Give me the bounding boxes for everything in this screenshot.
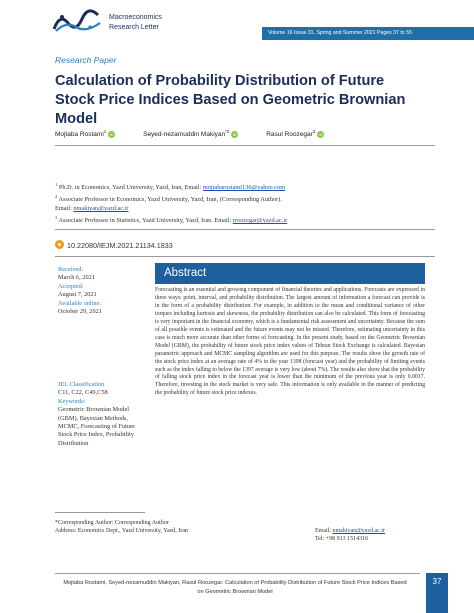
affiliation-sup: 3	[55, 215, 58, 221]
jel-label: JEL Classification	[58, 381, 105, 388]
accepted-label: Accepted:	[58, 282, 84, 290]
email-link[interactable]: mojtabarostami136@yahoo.com	[202, 184, 286, 192]
volume-info-bar: Volume 16 Issue 31, Spring and Summer 2021 Pages 37 to 55	[262, 27, 474, 40]
footnote-divider	[55, 512, 145, 513]
article-keywords	[58, 381, 150, 448]
affiliation-2	[55, 192, 445, 204]
keywords-value: Geometric Brownian Model (GBM), Bayesian Methods, MCMC, Forecasting of Future Stock Price Index, Probability Distribution	[58, 406, 135, 447]
email-link[interactable]: nmakiyan@yazd.ac.ir	[332, 528, 386, 534]
affiliations	[55, 180, 445, 225]
journal-name-line2: Research Letter	[109, 24, 159, 31]
author-sup: *2	[225, 129, 230, 134]
email-prefix: Email:	[315, 528, 333, 534]
journal-logo	[52, 9, 104, 35]
accepted-value: August 7, 2021	[58, 291, 97, 299]
divider	[55, 145, 435, 146]
footnote-contact	[315, 527, 435, 543]
available-label: Available online:	[58, 299, 102, 307]
divider	[55, 573, 420, 574]
corresponding-footnote	[55, 519, 435, 543]
article-type: Research Paper	[55, 55, 117, 65]
abstract-heading: Abstract	[155, 263, 425, 284]
page-footer	[0, 573, 474, 613]
author-list	[55, 129, 455, 138]
author-name: Mojtaba Rostami	[55, 131, 104, 139]
journal-header	[0, 0, 474, 44]
footnote-address: Address: Economics Dept., Yazd University, Yazd, Iran	[55, 528, 188, 534]
affiliation-3	[55, 213, 445, 225]
author-1	[55, 131, 115, 138]
affiliation-sup: 1	[55, 182, 58, 187]
affiliation-text: Associate Professor in Statistics, Yazd University, Yazd, Iran. Email:	[58, 217, 233, 225]
footnote-email-row	[315, 527, 435, 535]
email-link[interactable]: rroozegar@yazd.ac.ir	[232, 217, 288, 225]
affiliation-text: Ph.D. in Economics, Yazd University, Yazd, Iran, Email:	[58, 184, 203, 192]
orcid-icon[interactable]: iD	[233, 131, 237, 137]
author-name: Rasul Roozegar	[266, 131, 313, 139]
abstract-text: Forecasting is an essential and growing component of financial theories and applications. Forecasts are expressed in three ways: point, interval, and probability distribution. The largest amount of information a forecast can provide is in the form of a probability distribution. For example, in addition to the mean and conditional variance of other torques including kurtosis and skewness, the probability distribution can also be calculated. This form of forecasting is very important in the financial economy, which is a fundamental risk assessment and uncertainty. Because the sum of all possible events is estimated and the future events may not be missed. Therefore, estimating uncertainty in this case is much more accurate than other forms of forecasting. In the present study, based on the Geometric Brownian Model (GBM), the probability of future stock price index values of Tehran Stock Exchange is calculated. Bayesian parametric approach and MCMC sampling algorithm are used for this purpose. The results show the growth rate of the stock price index at an average rate of 4% in the year 1398 (forecast year) and the probability of limiting events such as the index falling to below the 1397 average is very low (about 7%). The results also show that the probability of falling stock price index in the forecast year is lower than the minimum of the previous year is only 0.0017. Therefore, investing in the stock market is very safe. This information is only available in the manner of predicting the probability of future stock price indexes.	[155, 287, 425, 397]
affiliation-1	[55, 180, 445, 192]
jel-value: C11, C22, C49,C58	[58, 389, 108, 397]
keywords-label: Keywords:	[58, 397, 86, 405]
affiliation-text: Associate Professor in Economics, Yazd University, Yazd, Iran, (Corresponding Author).	[58, 196, 282, 204]
received-label: Received:	[58, 266, 84, 273]
footer-citation: Mojtaba Rostami, Seyed-nezamuddin Makiyan, Rasul Roozegar. Calculation of Probability Distribution of Future Stock Price Indices Based on Geometric Brownian Model	[63, 580, 407, 595]
page-number: 37	[426, 573, 448, 613]
journal-name	[109, 13, 162, 33]
email-prefix: Email:	[55, 205, 74, 213]
author-name: Seyed-nezamuddin Makiyan	[143, 131, 226, 139]
author-2	[143, 131, 238, 138]
orcid-icon[interactable]: iD	[109, 131, 114, 137]
available-value: October 29, 2021	[58, 308, 102, 316]
footnote-tel: Tel: +98 913 1514316	[315, 536, 369, 542]
author-3	[266, 131, 324, 138]
affiliation-sup: 2	[55, 194, 58, 200]
divider	[55, 229, 435, 230]
email-link[interactable]: nmakiyan@yazd.ac.ir	[73, 205, 129, 213]
orcid-icon[interactable]: iD	[318, 131, 323, 137]
author-sup: 3	[312, 129, 316, 134]
footnote-line1: *Corresponding Author: Corresponding Author	[55, 520, 169, 526]
author-sup: 1	[103, 129, 107, 134]
journal-name-line1: Macroeconomics	[109, 14, 162, 21]
affiliation-2-email	[55, 204, 445, 213]
doi-icon	[55, 240, 64, 249]
divider	[55, 256, 435, 257]
footnote-row	[55, 527, 435, 543]
paper-title: Calculation of Probability Distribution of Future Stock Price Indices Based on Geometric Brownian Model	[55, 73, 406, 127]
article-dates	[58, 266, 150, 316]
doi-link[interactable]: 10.22080/IEJM.2021.21134.1833	[67, 241, 173, 250]
received-value: March 6, 2021	[58, 274, 95, 282]
